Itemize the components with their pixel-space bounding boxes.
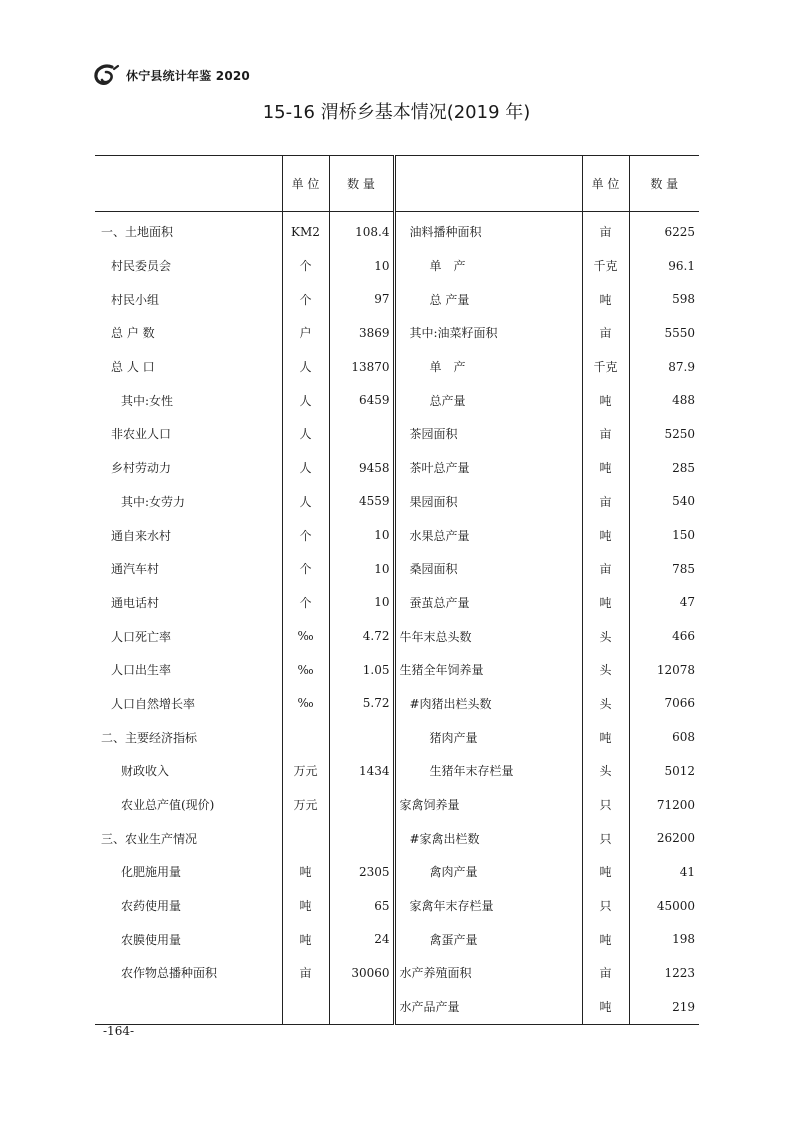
row-label-right: 禽肉产量 [394,855,582,889]
row-unit-left: 人 [282,383,329,417]
row-label-left: 财政收入 [95,754,282,788]
table-row [95,518,699,552]
row-label-right: #家禽出栏数 [394,821,582,855]
row-value-right: 285 [672,460,695,475]
row-unit-right: 吨 [582,990,629,1024]
yearbook-title: 休宁县统计年鉴 2020 [126,68,250,83]
row-label-right: 生猪全年饲养量 [394,653,582,687]
row-label-left: 总 人 口 [95,350,282,384]
row-value-left: 10 [329,518,394,552]
row-label-left: 农药使用量 [95,889,282,923]
row-label-right: 茶园面积 [394,417,582,451]
row-unit-left: 万元 [282,788,329,822]
row-unit-left: KM2 [282,212,329,249]
header-quantity-right: 数 量 [629,156,699,212]
table-row [95,821,699,855]
page-title: 15-16 渭桥乡基本情况(2019 年) [262,102,531,123]
table-row [95,552,699,586]
table-header-row [95,156,699,212]
row-label-right: 生猪年末存栏量 [394,754,582,788]
table-row [95,990,699,1024]
row-unit-right: 吨 [582,922,629,956]
row-label-left: 村民委员会 [95,249,282,283]
row-label-right: 蚕茧总产量 [394,586,582,620]
table-row [95,956,699,990]
row-value-left: 10 [329,249,394,283]
row-label-right: 水果总产量 [394,518,582,552]
table-row [95,451,699,485]
row-unit-right: 吨 [582,518,629,552]
row-label-left: 非农业人口 [95,417,282,451]
row-label-right: 牛年末总头数 [394,619,582,653]
row-label-left: 村民小组 [95,282,282,316]
row-label-right: 单 产 [394,350,582,384]
row-value-left: 6459 [329,383,394,417]
header-unit-right: 单 位 [582,156,629,212]
row-label-left: 通电话村 [95,586,282,620]
row-value-right: 608 [672,730,695,745]
row-label-left: 农作物总播种面积 [95,956,282,990]
row-value-right: 488 [672,393,695,408]
row-unit-left: 个 [282,552,329,586]
row-unit-right: 只 [582,889,629,923]
table-row [95,687,699,721]
row-value-left: 65 [329,889,394,923]
row-value-right: 150 [672,528,695,543]
row-label-left: 其中:女性 [95,383,282,417]
row-value-left: 3869 [329,316,394,350]
row-value-right: 540 [672,494,695,509]
row-label-left: 一、土地面积 [95,212,282,249]
row-label-right: 总产量 [394,383,582,417]
row-value-right: 26200 [656,831,695,846]
row-unit-left [282,720,329,754]
table-row [95,249,699,283]
row-label-left: 通汽车村 [95,552,282,586]
row-unit-left: 人 [282,451,329,485]
row-unit-left: 亩 [282,956,329,990]
row-label-right: 家禽饲养量 [394,788,582,822]
row-value-left: 97 [329,282,394,316]
row-unit-right: 亩 [582,485,629,519]
row-label-left: 乡村劳动力 [95,451,282,485]
row-unit-left: 吨 [282,889,329,923]
row-unit-right: 亩 [582,212,629,249]
row-label-right: 茶叶总产量 [394,451,582,485]
row-label-right: 油料播种面积 [394,212,582,249]
row-value-right: 71200 [656,797,695,812]
row-value-left: 2305 [329,855,394,889]
table-row [95,316,699,350]
row-value-left: 1.05 [329,653,394,687]
row-label-right: 其中:油菜籽面积 [394,316,582,350]
row-unit-right: 吨 [582,855,629,889]
row-value-left [329,788,394,822]
row-label-left: 农膜使用量 [95,922,282,956]
row-unit-left: ‰ [282,653,329,687]
row-value-left: 108.4 [329,212,394,249]
yearbook-logo-icon [92,63,120,87]
row-label-left: 总 户 数 [95,316,282,350]
row-unit-right: 吨 [582,282,629,316]
row-label-left: 人口自然增长率 [95,687,282,721]
row-unit-right: 只 [582,788,629,822]
row-label-right: 水产养殖面积 [394,956,582,990]
header-unit-left: 单 位 [282,156,329,212]
row-unit-left: 个 [282,249,329,283]
row-value-left [329,417,394,451]
row-unit-left: ‰ [282,687,329,721]
running-header [92,62,250,88]
row-label-right: 果园面积 [394,485,582,519]
row-unit-right: 头 [582,619,629,653]
row-value-right: 466 [672,629,695,644]
row-label-right: 猪肉产量 [394,720,582,754]
row-label-right: 单 产 [394,249,582,283]
row-unit-right: 吨 [582,451,629,485]
row-unit-right: 头 [582,653,629,687]
row-unit-left: 吨 [282,922,329,956]
row-value-left [329,720,394,754]
table-row [95,383,699,417]
row-value-right: 785 [672,561,695,576]
row-value-right: 5012 [664,763,695,778]
row-value-right: 7066 [664,696,695,711]
row-unit-right: 亩 [582,552,629,586]
row-unit-left: 人 [282,417,329,451]
row-unit-right: 千克 [582,350,629,384]
row-label-left: 通自来水村 [95,518,282,552]
row-unit-left: 人 [282,485,329,519]
row-value-right: 198 [672,932,695,947]
table-row [95,720,699,754]
table-row [95,586,699,620]
row-unit-left [282,821,329,855]
table-row [95,350,699,384]
row-unit-left: 吨 [282,855,329,889]
row-value-left: 24 [329,922,394,956]
row-label-right: 总 产量 [394,282,582,316]
row-unit-right: 吨 [582,383,629,417]
row-value-left: 10 [329,552,394,586]
row-value-right: 87.9 [668,359,695,374]
table-row [95,485,699,519]
row-unit-left: 万元 [282,754,329,788]
table-row [95,754,699,788]
statistics-table [95,155,699,1025]
row-value-right: 598 [672,292,695,307]
row-unit-right: 头 [582,754,629,788]
row-unit-right: 只 [582,821,629,855]
row-unit-right: 千克 [582,249,629,283]
row-value-right: 12078 [656,662,695,677]
row-value-right: 6225 [664,224,695,239]
table-row [95,417,699,451]
row-label-left: 农业总产值(现价) [95,788,282,822]
row-label-left: 其中:女劳力 [95,485,282,519]
header-item-left [95,156,282,212]
table-row [95,855,699,889]
row-unit-right: 亩 [582,316,629,350]
table-row [95,653,699,687]
row-unit-left: 个 [282,282,329,316]
row-value-right: 1223 [664,965,695,980]
row-value-left: 30060 [329,956,394,990]
row-unit-left [282,990,329,1024]
row-label-right: #肉猪出栏头数 [394,687,582,721]
row-value-right: 96.1 [668,258,695,273]
table-row [95,282,699,316]
row-unit-right: 头 [582,687,629,721]
table-row [95,922,699,956]
row-value-left: 4559 [329,485,394,519]
row-unit-right: 亩 [582,956,629,990]
row-value-left: 9458 [329,451,394,485]
table-row [95,619,699,653]
row-unit-right: 吨 [582,720,629,754]
table-row [95,788,699,822]
row-unit-left: ‰ [282,619,329,653]
header-item-right [394,156,582,212]
row-value-left: 1434 [329,754,394,788]
row-value-right: 47 [679,595,695,610]
row-value-left [329,821,394,855]
row-unit-left: 个 [282,518,329,552]
row-value-left: 5.72 [329,687,394,721]
header-quantity-left: 数 量 [329,156,394,212]
row-label-left [95,990,282,1024]
row-value-right: 5550 [664,325,695,340]
row-value-right: 45000 [656,898,695,913]
row-label-right: 水产品产量 [394,990,582,1024]
page-number: -164- [103,1024,135,1038]
table-body [95,212,699,1025]
row-label-left: 人口出生率 [95,653,282,687]
row-label-left: 三、农业生产情况 [95,821,282,855]
row-value-left: 13870 [329,350,394,384]
row-value-left [329,990,394,1024]
row-unit-right: 亩 [582,417,629,451]
row-value-right: 219 [672,999,695,1014]
row-label-right: 家禽年末存栏量 [394,889,582,923]
row-label-left: 人口死亡率 [95,619,282,653]
table-row [95,889,699,923]
row-unit-left: 个 [282,586,329,620]
row-unit-left: 户 [282,316,329,350]
row-value-right: 5250 [664,426,695,441]
row-value-left: 10 [329,586,394,620]
row-label-right: 禽蛋产量 [394,922,582,956]
row-label-left: 化肥施用量 [95,855,282,889]
row-label-left: 二、主要经济指标 [95,720,282,754]
row-unit-right: 吨 [582,586,629,620]
row-value-right: 41 [679,864,695,879]
row-label-right: 桑园面积 [394,552,582,586]
row-unit-left: 人 [282,350,329,384]
row-value-left: 4.72 [329,619,394,653]
table-row [95,212,699,249]
